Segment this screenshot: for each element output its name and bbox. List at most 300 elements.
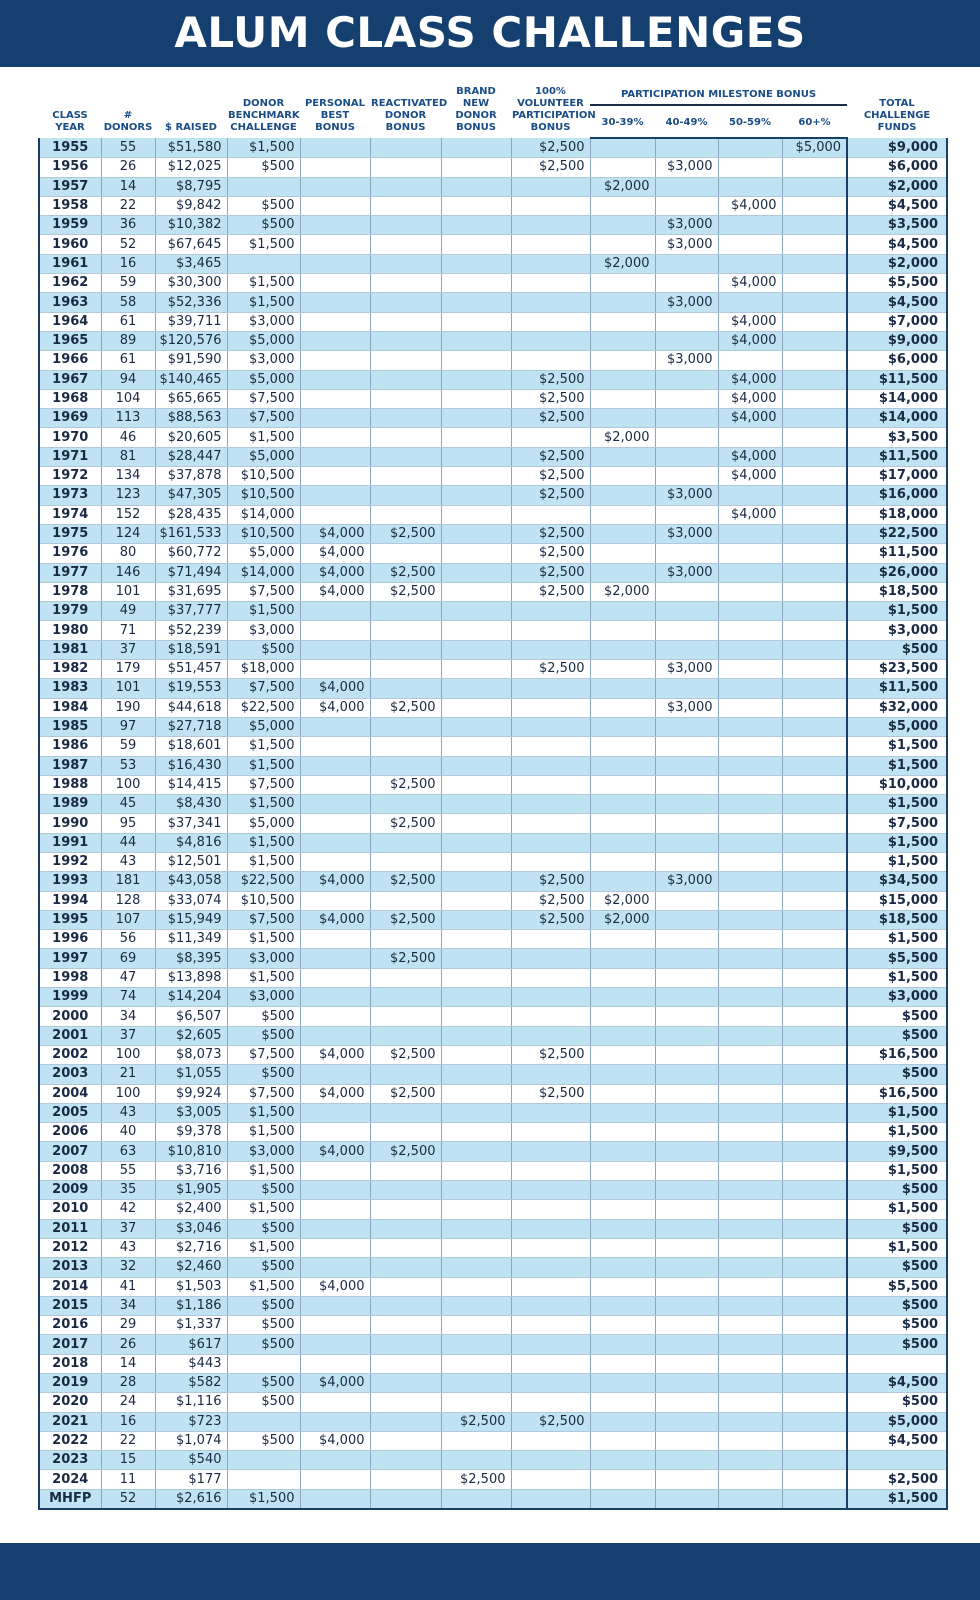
cell-m40: $3,000 <box>655 563 718 582</box>
cell-raised: $11,349 <box>155 930 227 949</box>
cell-volunteer <box>511 640 590 659</box>
cell-raised: $51,580 <box>155 138 227 158</box>
cell-reactivated <box>370 795 441 814</box>
cell-benchmark: $5,000 <box>227 370 300 389</box>
cell-reactivated <box>370 833 441 852</box>
cell-brand_new <box>441 1296 511 1315</box>
cell-donors: 100 <box>101 1084 155 1103</box>
cell-donors: 34 <box>101 1296 155 1315</box>
table-row <box>39 216 947 235</box>
cell-reactivated <box>370 1065 441 1084</box>
cell-m50 <box>718 1374 782 1393</box>
cell-m30 <box>590 1393 655 1412</box>
cell-m40 <box>655 447 718 466</box>
cell-raised: $723 <box>155 1412 227 1431</box>
cell-raised: $37,341 <box>155 814 227 833</box>
cell-m50 <box>718 1470 782 1489</box>
cell-benchmark: $5,000 <box>227 814 300 833</box>
cell-raised: $44,618 <box>155 698 227 717</box>
cell-year: 1983 <box>39 679 101 698</box>
cell-personal <box>300 1316 370 1335</box>
cell-personal: $4,000 <box>300 679 370 698</box>
table-row <box>39 1123 947 1142</box>
cell-personal: $4,000 <box>300 698 370 717</box>
cell-year: 1980 <box>39 621 101 640</box>
cell-raised: $47,305 <box>155 486 227 505</box>
cell-brand_new <box>441 138 511 158</box>
cell-total: $4,500 <box>847 1431 947 1450</box>
cell-raised: $2,716 <box>155 1238 227 1257</box>
cell-m60 <box>782 949 847 968</box>
cell-m30 <box>590 370 655 389</box>
cell-m40 <box>655 1161 718 1180</box>
cell-raised: $8,430 <box>155 795 227 814</box>
cell-donors: 35 <box>101 1181 155 1200</box>
cell-brand_new <box>441 563 511 582</box>
cell-personal <box>300 274 370 293</box>
cell-m30 <box>590 138 655 158</box>
cell-m30 <box>590 1277 655 1296</box>
cell-donors: 34 <box>101 1007 155 1026</box>
cell-year: 1955 <box>39 138 101 158</box>
cell-benchmark: $1,500 <box>227 428 300 447</box>
cell-volunteer: $2,500 <box>511 910 590 929</box>
cell-raised: $18,601 <box>155 737 227 756</box>
cell-reactivated <box>370 1296 441 1315</box>
table-row <box>39 1412 947 1431</box>
cell-m50 <box>718 1335 782 1354</box>
cell-m60 <box>782 1219 847 1238</box>
table-row <box>39 1354 947 1373</box>
cell-volunteer <box>511 968 590 987</box>
cell-personal: $4,000 <box>300 1277 370 1296</box>
cell-donors: 36 <box>101 216 155 235</box>
cell-personal: $4,000 <box>300 1045 370 1064</box>
table-row <box>39 621 947 640</box>
cell-reactivated <box>370 660 441 679</box>
cell-brand_new <box>441 1258 511 1277</box>
header-milestone-30: 30-39% <box>590 111 655 138</box>
cell-donors: 43 <box>101 1238 155 1257</box>
cell-m60 <box>782 1296 847 1315</box>
cell-m50 <box>718 602 782 621</box>
cell-year: 1972 <box>39 467 101 486</box>
cell-brand_new <box>441 312 511 331</box>
cell-raised: $12,025 <box>155 158 227 177</box>
cell-benchmark: $1,500 <box>227 602 300 621</box>
cell-reactivated: $2,500 <box>370 775 441 794</box>
cell-m30 <box>590 1316 655 1335</box>
cell-brand_new <box>441 254 511 273</box>
cell-donors: 16 <box>101 254 155 273</box>
cell-benchmark: $500 <box>227 640 300 659</box>
cell-donors: 24 <box>101 1393 155 1412</box>
cell-year: 1987 <box>39 756 101 775</box>
cell-m50 <box>718 621 782 640</box>
table-row <box>39 370 947 389</box>
cell-m50 <box>718 814 782 833</box>
cell-year: 1961 <box>39 254 101 273</box>
cell-brand_new <box>441 196 511 215</box>
cell-total: $5,500 <box>847 274 947 293</box>
table-row <box>39 660 947 679</box>
cell-benchmark: $500 <box>227 158 300 177</box>
cell-m30 <box>590 1161 655 1180</box>
cell-brand_new <box>441 409 511 428</box>
cell-raised: $120,576 <box>155 331 227 350</box>
cell-m50 <box>718 216 782 235</box>
cell-donors: 101 <box>101 582 155 601</box>
cell-volunteer <box>511 428 590 447</box>
cell-donors: 45 <box>101 795 155 814</box>
cell-raised: $177 <box>155 1470 227 1489</box>
cell-m50 <box>718 795 782 814</box>
cell-raised: $1,186 <box>155 1296 227 1315</box>
table-row <box>39 968 947 987</box>
cell-year: 1959 <box>39 216 101 235</box>
cell-year: 1968 <box>39 389 101 408</box>
cell-volunteer <box>511 1200 590 1219</box>
header-milestone-40: 40-49% <box>655 111 718 138</box>
cell-total: $500 <box>847 1316 947 1335</box>
cell-benchmark: $500 <box>227 1335 300 1354</box>
cell-volunteer <box>511 833 590 852</box>
cell-volunteer <box>511 351 590 370</box>
cell-volunteer: $2,500 <box>511 891 590 910</box>
cell-year: 2003 <box>39 1065 101 1084</box>
cell-year: 1963 <box>39 293 101 312</box>
cell-donors: 94 <box>101 370 155 389</box>
cell-personal <box>300 428 370 447</box>
cell-m40: $3,000 <box>655 351 718 370</box>
cell-m30 <box>590 563 655 582</box>
cell-m50 <box>718 428 782 447</box>
cell-m30 <box>590 447 655 466</box>
cell-m40 <box>655 138 718 158</box>
cell-personal <box>300 486 370 505</box>
cell-reactivated <box>370 177 441 196</box>
cell-reactivated <box>370 1007 441 1026</box>
cell-benchmark: $3,000 <box>227 351 300 370</box>
cell-raised: $4,816 <box>155 833 227 852</box>
cell-brand_new <box>441 370 511 389</box>
cell-reactivated: $2,500 <box>370 1142 441 1161</box>
cell-brand_new <box>441 177 511 196</box>
cell-m50 <box>718 1258 782 1277</box>
table-row <box>39 1451 947 1470</box>
cell-total: $500 <box>847 1219 947 1238</box>
cell-m40 <box>655 428 718 447</box>
cell-m30 <box>590 737 655 756</box>
cell-m60 <box>782 1200 847 1219</box>
cell-personal <box>300 351 370 370</box>
table-row <box>39 1238 947 1257</box>
cell-reactivated <box>370 274 441 293</box>
cell-total: $11,500 <box>847 447 947 466</box>
cell-volunteer <box>511 505 590 524</box>
cell-personal: $4,000 <box>300 1431 370 1450</box>
cell-m30 <box>590 968 655 987</box>
cell-m50 <box>718 872 782 891</box>
cell-volunteer: $2,500 <box>511 1045 590 1064</box>
cell-m30 <box>590 717 655 736</box>
cell-m60 <box>782 852 847 871</box>
cell-benchmark: $7,500 <box>227 1084 300 1103</box>
cell-personal: $4,000 <box>300 582 370 601</box>
cell-m40: $3,000 <box>655 235 718 254</box>
cell-donors: 59 <box>101 274 155 293</box>
cell-year: 2018 <box>39 1354 101 1373</box>
cell-year: 1973 <box>39 486 101 505</box>
cell-raised: $91,590 <box>155 351 227 370</box>
cell-m50 <box>718 1354 782 1373</box>
cell-m50: $4,000 <box>718 467 782 486</box>
cell-raised: $1,074 <box>155 1431 227 1450</box>
cell-m40 <box>655 833 718 852</box>
cell-personal <box>300 775 370 794</box>
cell-m40 <box>655 544 718 563</box>
cell-brand_new <box>441 1219 511 1238</box>
cell-donors: 26 <box>101 158 155 177</box>
cell-volunteer: $2,500 <box>511 370 590 389</box>
cell-benchmark: $500 <box>227 1026 300 1045</box>
cell-volunteer <box>511 1161 590 1180</box>
cell-m60 <box>782 795 847 814</box>
cell-m30 <box>590 196 655 215</box>
cell-m30 <box>590 486 655 505</box>
cell-benchmark <box>227 1412 300 1431</box>
cell-personal <box>300 158 370 177</box>
cell-total: $3,500 <box>847 428 947 447</box>
cell-donors: 146 <box>101 563 155 582</box>
table-row <box>39 1374 947 1393</box>
cell-personal <box>300 331 370 350</box>
cell-year: 2015 <box>39 1296 101 1315</box>
table-row <box>39 563 947 582</box>
cell-m60 <box>782 1084 847 1103</box>
cell-total: $10,000 <box>847 775 947 794</box>
cell-donors: 58 <box>101 293 155 312</box>
cell-brand_new <box>441 872 511 891</box>
cell-m60 <box>782 293 847 312</box>
cell-m30: $2,000 <box>590 428 655 447</box>
cell-m50: $4,000 <box>718 370 782 389</box>
cell-reactivated <box>370 1470 441 1489</box>
cell-reactivated: $2,500 <box>370 582 441 601</box>
cell-donors: 181 <box>101 872 155 891</box>
cell-year: 1967 <box>39 370 101 389</box>
cell-donors: 104 <box>101 389 155 408</box>
cell-brand_new <box>441 1084 511 1103</box>
cell-m60 <box>782 1238 847 1257</box>
table-row <box>39 775 947 794</box>
cell-m40 <box>655 1431 718 1450</box>
cell-benchmark: $3,000 <box>227 1142 300 1161</box>
cell-m40 <box>655 679 718 698</box>
table-row <box>39 1316 947 1335</box>
cell-volunteer <box>511 254 590 273</box>
header-milestone-label: PARTICIPATION MILESTONE BONUS <box>590 89 847 106</box>
cell-total: $32,000 <box>847 698 947 717</box>
cell-year: 2019 <box>39 1374 101 1393</box>
cell-year: 1975 <box>39 524 101 543</box>
cell-m60 <box>782 563 847 582</box>
cell-brand_new <box>441 1200 511 1219</box>
cell-personal <box>300 467 370 486</box>
table-row <box>39 1393 947 1412</box>
cell-m60 <box>782 216 847 235</box>
cell-brand_new <box>441 698 511 717</box>
cell-m60 <box>782 833 847 852</box>
cell-personal <box>300 756 370 775</box>
cell-m40 <box>655 177 718 196</box>
cell-m50: $4,000 <box>718 331 782 350</box>
cell-donors: 80 <box>101 544 155 563</box>
cell-m60 <box>782 1431 847 1450</box>
cell-m50 <box>718 910 782 929</box>
cell-raised: $15,949 <box>155 910 227 929</box>
cell-raised: $8,395 <box>155 949 227 968</box>
cell-m30 <box>590 640 655 659</box>
cell-donors: 152 <box>101 505 155 524</box>
cell-m60 <box>782 660 847 679</box>
cell-m40: $3,000 <box>655 486 718 505</box>
cell-m50 <box>718 158 782 177</box>
cell-raised: $9,378 <box>155 1123 227 1142</box>
cell-raised: $14,204 <box>155 988 227 1007</box>
cell-raised: $27,718 <box>155 717 227 736</box>
cell-personal <box>300 293 370 312</box>
table-row <box>39 1084 947 1103</box>
cell-m50 <box>718 235 782 254</box>
cell-m30 <box>590 331 655 350</box>
cell-volunteer <box>511 1142 590 1161</box>
table-row <box>39 467 947 486</box>
header-total: TOTAL CHALLENGE FUNDS <box>863 98 931 133</box>
cell-volunteer <box>511 1354 590 1373</box>
cell-benchmark: $7,500 <box>227 775 300 794</box>
cell-m50 <box>718 1412 782 1431</box>
cell-brand_new <box>441 1489 511 1509</box>
cell-m60 <box>782 582 847 601</box>
cell-brand_new <box>441 1045 511 1064</box>
cell-personal <box>300 852 370 871</box>
cell-m40 <box>655 1470 718 1489</box>
cell-m60 <box>782 1123 847 1142</box>
cell-reactivated <box>370 1258 441 1277</box>
cell-personal <box>300 1103 370 1122</box>
cell-m50 <box>718 1007 782 1026</box>
cell-total: $500 <box>847 1335 947 1354</box>
cell-total: $2,500 <box>847 1470 947 1489</box>
cell-year: 2012 <box>39 1238 101 1257</box>
cell-year: 1990 <box>39 814 101 833</box>
cell-personal <box>300 1065 370 1084</box>
cell-m60 <box>782 1007 847 1026</box>
cell-m50 <box>718 1451 782 1470</box>
cell-m60 <box>782 274 847 293</box>
cell-raised: $2,616 <box>155 1489 227 1509</box>
table-row <box>39 1200 947 1219</box>
cell-m30 <box>590 621 655 640</box>
cell-total: $15,000 <box>847 891 947 910</box>
cell-reactivated <box>370 409 441 428</box>
table-row <box>39 795 947 814</box>
cell-personal <box>300 602 370 621</box>
cell-benchmark: $500 <box>227 1007 300 1026</box>
cell-total: $7,500 <box>847 814 947 833</box>
cell-benchmark: $22,500 <box>227 698 300 717</box>
cell-m30 <box>590 1412 655 1431</box>
cell-volunteer <box>511 1335 590 1354</box>
cell-year: 2013 <box>39 1258 101 1277</box>
cell-brand_new <box>441 216 511 235</box>
table-row <box>39 814 947 833</box>
cell-reactivated: $2,500 <box>370 814 441 833</box>
cell-brand_new <box>441 717 511 736</box>
cell-volunteer <box>511 775 590 794</box>
cell-m40 <box>655 814 718 833</box>
cell-total: $5,500 <box>847 949 947 968</box>
cell-donors: 29 <box>101 1316 155 1335</box>
cell-total: $22,500 <box>847 524 947 543</box>
cell-total: $14,000 <box>847 409 947 428</box>
table-row <box>39 1258 947 1277</box>
cell-m40 <box>655 968 718 987</box>
cell-personal <box>300 621 370 640</box>
cell-raised: $3,046 <box>155 1219 227 1238</box>
cell-brand_new <box>441 1374 511 1393</box>
cell-m50 <box>718 1296 782 1315</box>
table-row <box>39 698 947 717</box>
cell-m60 <box>782 1065 847 1084</box>
cell-donors: 100 <box>101 775 155 794</box>
cell-m30 <box>590 158 655 177</box>
cell-year: 1994 <box>39 891 101 910</box>
cell-m50 <box>718 988 782 1007</box>
cell-total: $500 <box>847 1258 947 1277</box>
cell-personal <box>300 1489 370 1509</box>
cell-brand_new <box>441 235 511 254</box>
cell-m50 <box>718 949 782 968</box>
cell-volunteer: $2,500 <box>511 563 590 582</box>
header-volunteer: 100% VOLUNTEER PARTICIPATION BONUS <box>512 86 596 133</box>
cell-m60 <box>782 351 847 370</box>
cell-brand_new <box>441 1161 511 1180</box>
cell-personal <box>300 737 370 756</box>
cell-volunteer <box>511 274 590 293</box>
cell-brand_new <box>441 1026 511 1045</box>
cell-personal <box>300 196 370 215</box>
cell-reactivated <box>370 351 441 370</box>
cell-total: $23,500 <box>847 660 947 679</box>
cell-total: $4,500 <box>847 1374 947 1393</box>
cell-m30: $2,000 <box>590 177 655 196</box>
cell-m30 <box>590 1007 655 1026</box>
table-row <box>39 910 947 929</box>
cell-total: $9,500 <box>847 1142 947 1161</box>
cell-benchmark: $1,500 <box>227 795 300 814</box>
cell-brand_new <box>441 1354 511 1373</box>
cell-m40: $3,000 <box>655 293 718 312</box>
cell-benchmark: $5,000 <box>227 447 300 466</box>
cell-donors: 55 <box>101 138 155 158</box>
cell-m30: $2,000 <box>590 891 655 910</box>
cell-volunteer <box>511 1316 590 1335</box>
cell-total: $4,500 <box>847 196 947 215</box>
cell-brand_new <box>441 1238 511 1257</box>
cell-m40 <box>655 1316 718 1335</box>
